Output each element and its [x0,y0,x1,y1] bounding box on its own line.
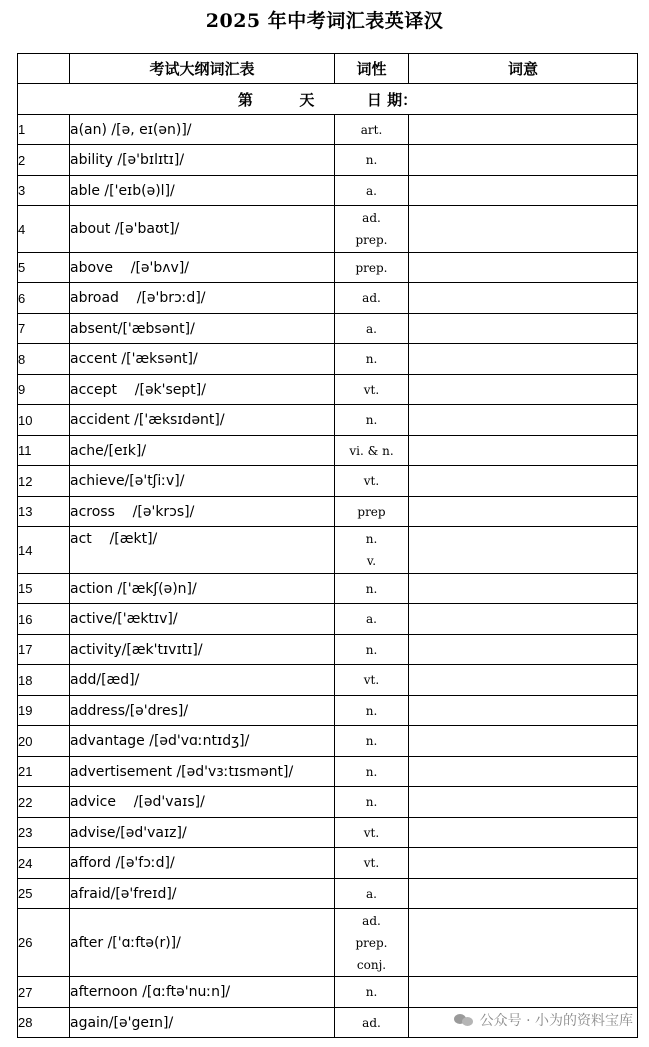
row-word: absent/['æbsənt]/ [70,314,335,344]
row-number: 16 [18,604,70,635]
pos-entry: a. [366,886,377,901]
row-part-of-speech [335,466,409,497]
row-meaning-cell[interactable] [409,787,638,818]
table-row [18,879,638,909]
table-row [18,726,638,757]
table-row [18,497,638,527]
row-number: 28 [18,1008,70,1038]
row-word: again/[ə'geɪn]/ [70,1008,335,1038]
row-word: activity/[æk'tɪvɪtɪ]/ [70,635,335,665]
pos-entry: ad. [362,211,381,225]
table-row [18,757,638,787]
pos-entry: vt. [363,856,380,870]
row-meaning-cell[interactable] [409,283,638,314]
pos-entry: prep. [355,935,388,950]
row-meaning-cell[interactable] [409,977,638,1008]
row-meaning-cell[interactable] [409,757,638,787]
pos-entry: n. [365,703,378,718]
date-label: 日 期： [366,90,418,109]
row-number: 19 [18,696,70,726]
pos-entry: n. [365,581,378,596]
row-word: advise/[əd'vaɪz]/ [70,818,335,848]
pos-entry: a. [366,612,377,626]
pos-entry: conj. [356,957,387,972]
pos-entry: ad. [362,1015,381,1030]
row-part-of-speech [335,344,409,375]
row-word: above /[ə'bʌv]/ [70,253,335,283]
vocabulary-table [17,53,638,1038]
row-number: 4 [18,206,70,253]
row-number: 14 [18,527,70,574]
row-number: 21 [18,757,70,787]
day-label-tian: 天 [299,90,315,109]
table-row [18,405,638,436]
table-row [18,635,638,665]
row-part-of-speech [335,206,409,253]
row-number: 15 [18,574,70,604]
row-word: action /['ækʃ(ə)n]/ [70,574,335,604]
row-meaning-cell[interactable] [409,145,638,176]
pos-entry: n. [365,764,378,779]
row-meaning-cell[interactable] [409,848,638,879]
row-meaning-cell[interactable] [409,466,638,497]
header-meaning: 词意 [409,54,638,84]
row-number: 23 [18,818,70,848]
row-meaning-cell[interactable] [409,206,638,253]
row-word: able /['eɪb(ə)l]/ [70,176,335,206]
row-number: 26 [18,909,70,977]
day-date-row [18,84,638,115]
row-part-of-speech [335,145,409,176]
pos-entry: ad. [362,291,381,305]
row-part-of-speech [335,977,409,1008]
table-row [18,344,638,375]
pos-entry: n. [365,734,378,748]
page-title: 2025 年中考词汇表英译汉 [205,10,444,32]
row-number: 22 [18,787,70,818]
row-part-of-speech [335,665,409,696]
row-meaning-cell[interactable] [409,497,638,527]
table-row [18,283,638,314]
row-meaning-cell[interactable] [409,253,638,283]
row-word: afford /[ə'fɔːd]/ [70,848,335,879]
row-meaning-cell[interactable] [409,696,638,726]
row-word: abroad /[ə'brɔːd]/ [70,283,335,314]
pos-entry: art. [360,122,383,137]
watermark-text: 公众号 · 小为的资料宝库 [479,1013,633,1029]
table-row [18,206,638,253]
row-meaning-cell[interactable] [409,909,638,977]
row-part-of-speech [335,375,409,405]
wechat-icon [454,1013,474,1027]
row-number: 27 [18,977,70,1008]
row-meaning-cell[interactable] [409,176,638,206]
row-meaning-cell[interactable] [409,436,638,466]
row-part-of-speech [335,405,409,436]
header-pos: 词性 [335,54,409,84]
row-meaning-cell[interactable] [409,879,638,909]
row-word: after /['ɑːftə(r)]/ [70,909,335,977]
pos-entry: a. [366,321,377,336]
pos-entry: vt. [363,825,380,840]
table-row [18,253,638,283]
table-row [18,665,638,696]
row-number: 1 [18,115,70,145]
table-row [18,436,638,466]
row-part-of-speech [335,909,409,977]
row-meaning-cell[interactable] [409,115,638,145]
table-row [18,818,638,848]
row-number: 25 [18,879,70,909]
row-number: 11 [18,436,70,466]
table-row [18,787,638,818]
row-meaning-cell[interactable] [409,726,638,757]
row-number: 24 [18,848,70,879]
watermark [454,1010,633,1030]
row-part-of-speech [335,497,409,527]
table-row [18,574,638,604]
row-word: achieve/[ə'tʃiːv]/ [70,466,335,497]
table-row [18,375,638,405]
row-part-of-speech [335,787,409,818]
row-part-of-speech [335,604,409,635]
table-row [18,527,638,574]
pos-entry: vi. & n. [349,443,394,458]
header-num [18,54,70,84]
table-row [18,909,638,977]
pos-entry: n. [365,532,378,546]
row-part-of-speech [335,696,409,726]
pos-entry: v. [366,554,377,568]
table-row [18,466,638,497]
row-part-of-speech [335,574,409,604]
row-number: 2 [18,145,70,176]
pos-entry: a. [366,183,377,198]
row-part-of-speech [335,527,409,574]
row-meaning-cell[interactable] [409,314,638,344]
row-part-of-speech [335,635,409,665]
row-number: 7 [18,314,70,344]
row-word: advice /[əd'vaɪs]/ [70,787,335,818]
row-part-of-speech [335,1008,409,1038]
row-part-of-speech [335,314,409,344]
pos-entry: ad. [362,913,381,928]
row-part-of-speech [335,436,409,466]
row-meaning-cell[interactable] [409,344,638,375]
row-meaning-cell[interactable] [409,665,638,696]
row-number: 10 [18,405,70,436]
row-word: address/[ə'dres]/ [70,696,335,726]
pos-entry: n. [365,413,378,427]
row-word: across /[ə'krɔs]/ [70,497,335,527]
pos-entry: prep. [355,233,388,247]
pos-entry: vt. [363,382,380,397]
table-row [18,145,638,176]
pos-entry: vt. [363,474,380,488]
row-number: 17 [18,635,70,665]
pos-entry: n. [365,985,378,999]
row-part-of-speech [335,879,409,909]
row-word: about /[ə'baʊt]/ [70,206,335,253]
row-number: 9 [18,375,70,405]
row-word: accident /['æksɪdənt]/ [70,405,335,436]
table-row [18,176,638,206]
row-word: active/['æktɪv]/ [70,604,335,635]
row-word: ache/[eɪk]/ [70,436,335,466]
day-label-di: 第 [237,90,253,109]
pos-entry: n. [365,642,378,657]
pos-entry: prep. [355,260,388,275]
row-word: afraid/[ə'freɪd]/ [70,879,335,909]
row-part-of-speech [335,253,409,283]
table-row [18,696,638,726]
row-part-of-speech [335,757,409,787]
row-number: 6 [18,283,70,314]
row-meaning-cell[interactable] [409,375,638,405]
row-word: add/[æd]/ [70,665,335,696]
pos-entry: n. [365,795,378,809]
row-part-of-speech [335,818,409,848]
row-part-of-speech [335,848,409,879]
row-word: accent /['æksənt]/ [70,344,335,375]
row-word: act /[ækt]/ [70,527,335,574]
row-meaning-cell[interactable] [409,405,638,436]
row-meaning-cell[interactable] [409,604,638,635]
row-part-of-speech [335,726,409,757]
row-number: 8 [18,344,70,375]
row-number: 20 [18,726,70,757]
row-number: 5 [18,253,70,283]
row-part-of-speech [335,283,409,314]
row-number: 18 [18,665,70,696]
pos-entry: vt. [363,673,380,687]
pos-entry: n. [365,352,378,366]
row-number: 12 [18,466,70,497]
row-number: 13 [18,497,70,527]
row-part-of-speech [335,176,409,206]
row-word: advertisement /[əd'vɜːtɪsmənt]/ [70,757,335,787]
row-meaning-cell[interactable] [409,574,638,604]
row-meaning-cell[interactable] [409,818,638,848]
row-part-of-speech [335,115,409,145]
row-word: a(an) /[ə, eɪ(ən)]/ [70,115,335,145]
table-row [18,314,638,344]
table-row [18,848,638,879]
row-meaning-cell[interactable] [409,635,638,665]
pos-entry: prep [357,504,386,519]
row-word: advantage /[əd'vɑːntɪdʒ]/ [70,726,335,757]
table-row [18,115,638,145]
table-row [18,604,638,635]
row-word: ability /[ə'bɪlɪtɪ]/ [70,145,335,176]
row-meaning-cell[interactable] [409,527,638,574]
row-word: accept /[ək'sept]/ [70,375,335,405]
header-word: 考试大纲词汇表 [70,54,335,84]
row-number: 3 [18,176,70,206]
row-word: afternoon /[ɑːftə'nuːn]/ [70,977,335,1008]
pos-entry: n. [365,153,378,167]
table-header-row [18,54,638,84]
table-row [18,977,638,1008]
